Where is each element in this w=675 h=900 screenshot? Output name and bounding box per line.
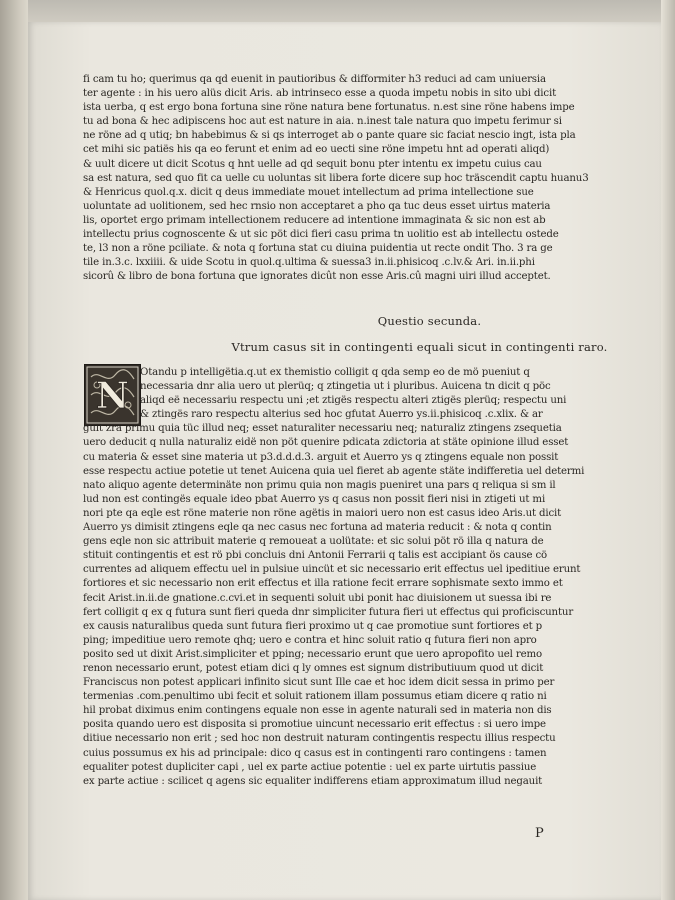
text-line: ditiue necessario non erit ; sed hoc non destruit naturam contingentis respectu illius respectu: [83, 733, 556, 745]
text-line: lis, oportet ergo primam intellectionem reducere ad intentione immaginata & sic non est ab: [83, 214, 546, 226]
text-line: posita quando uero est disposita si promotiue uincunt necessario erit effectus : si uero impe: [83, 719, 546, 731]
text-line: cet mihi sic patiës his qa eo ferunt et enim ad eo uecti sine röne impetu hnt ad operati aliqd): [83, 144, 550, 156]
text-line: fi cam tu ho; querimus qa qd euenit in pautioribus & difformiter h3 reduci ad cam uniuersia: [83, 74, 546, 85]
text-line: currentes ad aliquem effectu uel in pulsiue uincüt et sic necessario erit effectus uel ipeditiue erunt: [83, 564, 581, 576]
text-line: termenias .com.penultimo ubi fecit et soluit rationem illam possumus etiam dicere q ratio ni: [83, 691, 547, 703]
text-line: & Henricus quol.q.x. dicit q deus immediate mouet intellectum ad prima intellectione sue: [83, 186, 534, 198]
text-line: fortiores et sic necessario non erit effectus et illa ratione fecit errare sophismate sexto immo et: [83, 578, 563, 590]
text-line: uoluntate ad uolitionem, sed hec rnsio non acceptaret a pho qa tuc deus esset uirtus materia: [83, 200, 551, 212]
text-line: cu materia & esset sine materia ut p3.d.d.d.3. arguit et Auerro ys q ztingens equale non possit: [83, 451, 559, 463]
text-line: ex causis naturalibus queda sunt futura fieri proximo ut q cae promotiue sunt fortiores et p: [83, 620, 542, 632]
text-line: cuius possumus ex his ad principale: dico q casus est in contingenti raro contingens : tamen: [83, 747, 547, 759]
text-line: tu ad bona & hec adipiscens hoc aut est nature in aia. n.inest tale natura quo impetu ferimur si: [83, 116, 562, 128]
top-gap: [0, 0, 675, 22]
text-line: stituit contingentis et est rö pbi concluis dni Antonii Ferrarii q talis est accipiant ös cause cö: [83, 550, 548, 562]
text-line: guit zra primu quia tüc illud neq; esset naturaliter necessariu neq; naturaliz ztingens zsequetia: [83, 423, 562, 435]
text-line: Auerro ys dimisit ztingens eqle qa nec casus nec fortuna ad materia reducit : & nota q contin: [83, 522, 552, 534]
text-line: fert colligit q ex q futura sunt fieri queda dnr simpliciter futura fieri ut effectus qui proficiscuntur: [83, 606, 574, 618]
text-line: gens eqle non sic attribuit materie q remoueat a uolütate: et sic solui pöt rö illa q natura de: [83, 536, 544, 548]
text-line: intellectu prius cognoscente & ut sic pöt dici fieri casu prima tn uolitio est ab intellectu ostede: [83, 229, 559, 241]
text-line: equaliter potest dupliciter capi , uel ex parte actiue potentie : uel ex parte uirtutis passiue: [83, 761, 537, 773]
text-line: lud non est contingës equale ideo pbat Auerro ys q casus non possit fieri nisi in ztigeti ut mi: [83, 493, 546, 505]
page-edge: [661, 0, 675, 900]
paragraph-1: [83, 73, 608, 284]
text-line: sa est natura, sed quo fit ca uelle cu uoluntas sit libera forte dicere sup hoc träscendit captu huanu3: [83, 172, 589, 184]
text-line: ista uerba, q est ergo bona fortuna sine röne natura bene fortunatus. n.est sine röne habens impe: [83, 102, 575, 114]
signature-mark: P: [535, 826, 544, 841]
text-line: Otandu p intelligëtia.q.ut ex themistio colligit q qda semp eo de mö pueniut q: [140, 367, 530, 378]
text-line: & uult dicere ut dicit Scotus q hnt uelle ad qd sequit bonu pter intentu ex impetu cuius cau: [83, 158, 542, 170]
text-line: posito sed ut dixit Arist.simpliciter et pping; necessario erunt que uero apropofito uel remo: [83, 648, 542, 660]
text-line: hil probat diximus enim contingens equale non esse in agente naturali sed in materia non dis: [83, 705, 552, 717]
text-line: Franciscus non potest applicari infinito sicut sunt Ille cae et hoc idem dicit sessa in primo per: [83, 677, 555, 689]
text-line: ne röne ad q utiq; bn habebimus & si qs interroget ab o pante quare sic faciat nescio ingt, ista pla: [83, 130, 576, 142]
text-line: ter agente : in his uero alüs dicit Aris. ab intrinseco esse a quoda impetu nobis in sito ubi dicit: [83, 88, 557, 100]
text-line: renon necessario erunt, potest etiam dici q ly omnes est signum distributiuum quod ut dicit: [83, 662, 544, 674]
text-line: sicorû & libro de bona fortuna que ignorates dicût non esse Aris.cû magni uiri illud acceptet.: [83, 271, 551, 283]
book-page: [28, 22, 661, 900]
text-line: necessaria dnr alia uero ut plerüq; q ztingetia ut i pluribus. Auicena tn dicit q pöc: [140, 381, 551, 393]
text-line: & ztingës raro respectu alterius sed hoc gfutat Auerro ys.ii.phisicoq .c.xlix. & ar: [140, 409, 543, 421]
text-line: ex parte actiue : scilicet q agens sic equaliter indifferens etiam approximatum illud negauit: [83, 775, 543, 787]
paragraph-2: [83, 366, 608, 789]
text-line: nato aliquo agente determinäte non primu quia non magis pueniret una pars q reliqua si sm il: [83, 479, 556, 491]
text-line: fecit Arist.in.ii.de gnatione.c.cvi.et in sequenti soluit ubi ponit hac diuisionem ut suessa ibi re: [83, 592, 552, 604]
text-line: aliqd eë necessariu respectu uni ;et ztigës respectu alteri ztigës plerüq; respectu uni: [140, 395, 567, 407]
text-line: uero deducit q nulla naturaliz eidë non pöt quenire pdicata zdictoria at stäte opinione illud esset: [83, 437, 569, 449]
text-line: tile in.3.c. lxxiiii. & uide Scotu in quol.q.ultima & suessa3 in.ii.phisicoq .c.lv.& Ari. in.ii.phi: [83, 257, 535, 269]
text-line: nori pte qa eqle est röne materie non röne agëtis in maiori uero non est casus ideo Aris.ut dicit: [83, 507, 562, 519]
text-line: ping; impeditiue uero remote qhq; uero e contra et hinc soluit ratio q futura fieri non apro: [83, 634, 537, 646]
question-heading: Questio secunda.: [377, 314, 482, 328]
book-spine: [0, 0, 28, 900]
question-subheading: Vtrum casus sit in contingenti equali sicut in contingenti raro.: [231, 340, 608, 354]
initial-letter: N: [96, 375, 129, 417]
text-line: te, l3 non a röne pciliate. & nota q fortuna stat cu diuina puidentia ut recte ondit Tho. 3 ra ge: [83, 243, 553, 255]
text-line: esse respectu actiue potetie ut tenet Auicena quia uel fieret ab agente stäte indifferetia uel determi: [83, 465, 585, 477]
